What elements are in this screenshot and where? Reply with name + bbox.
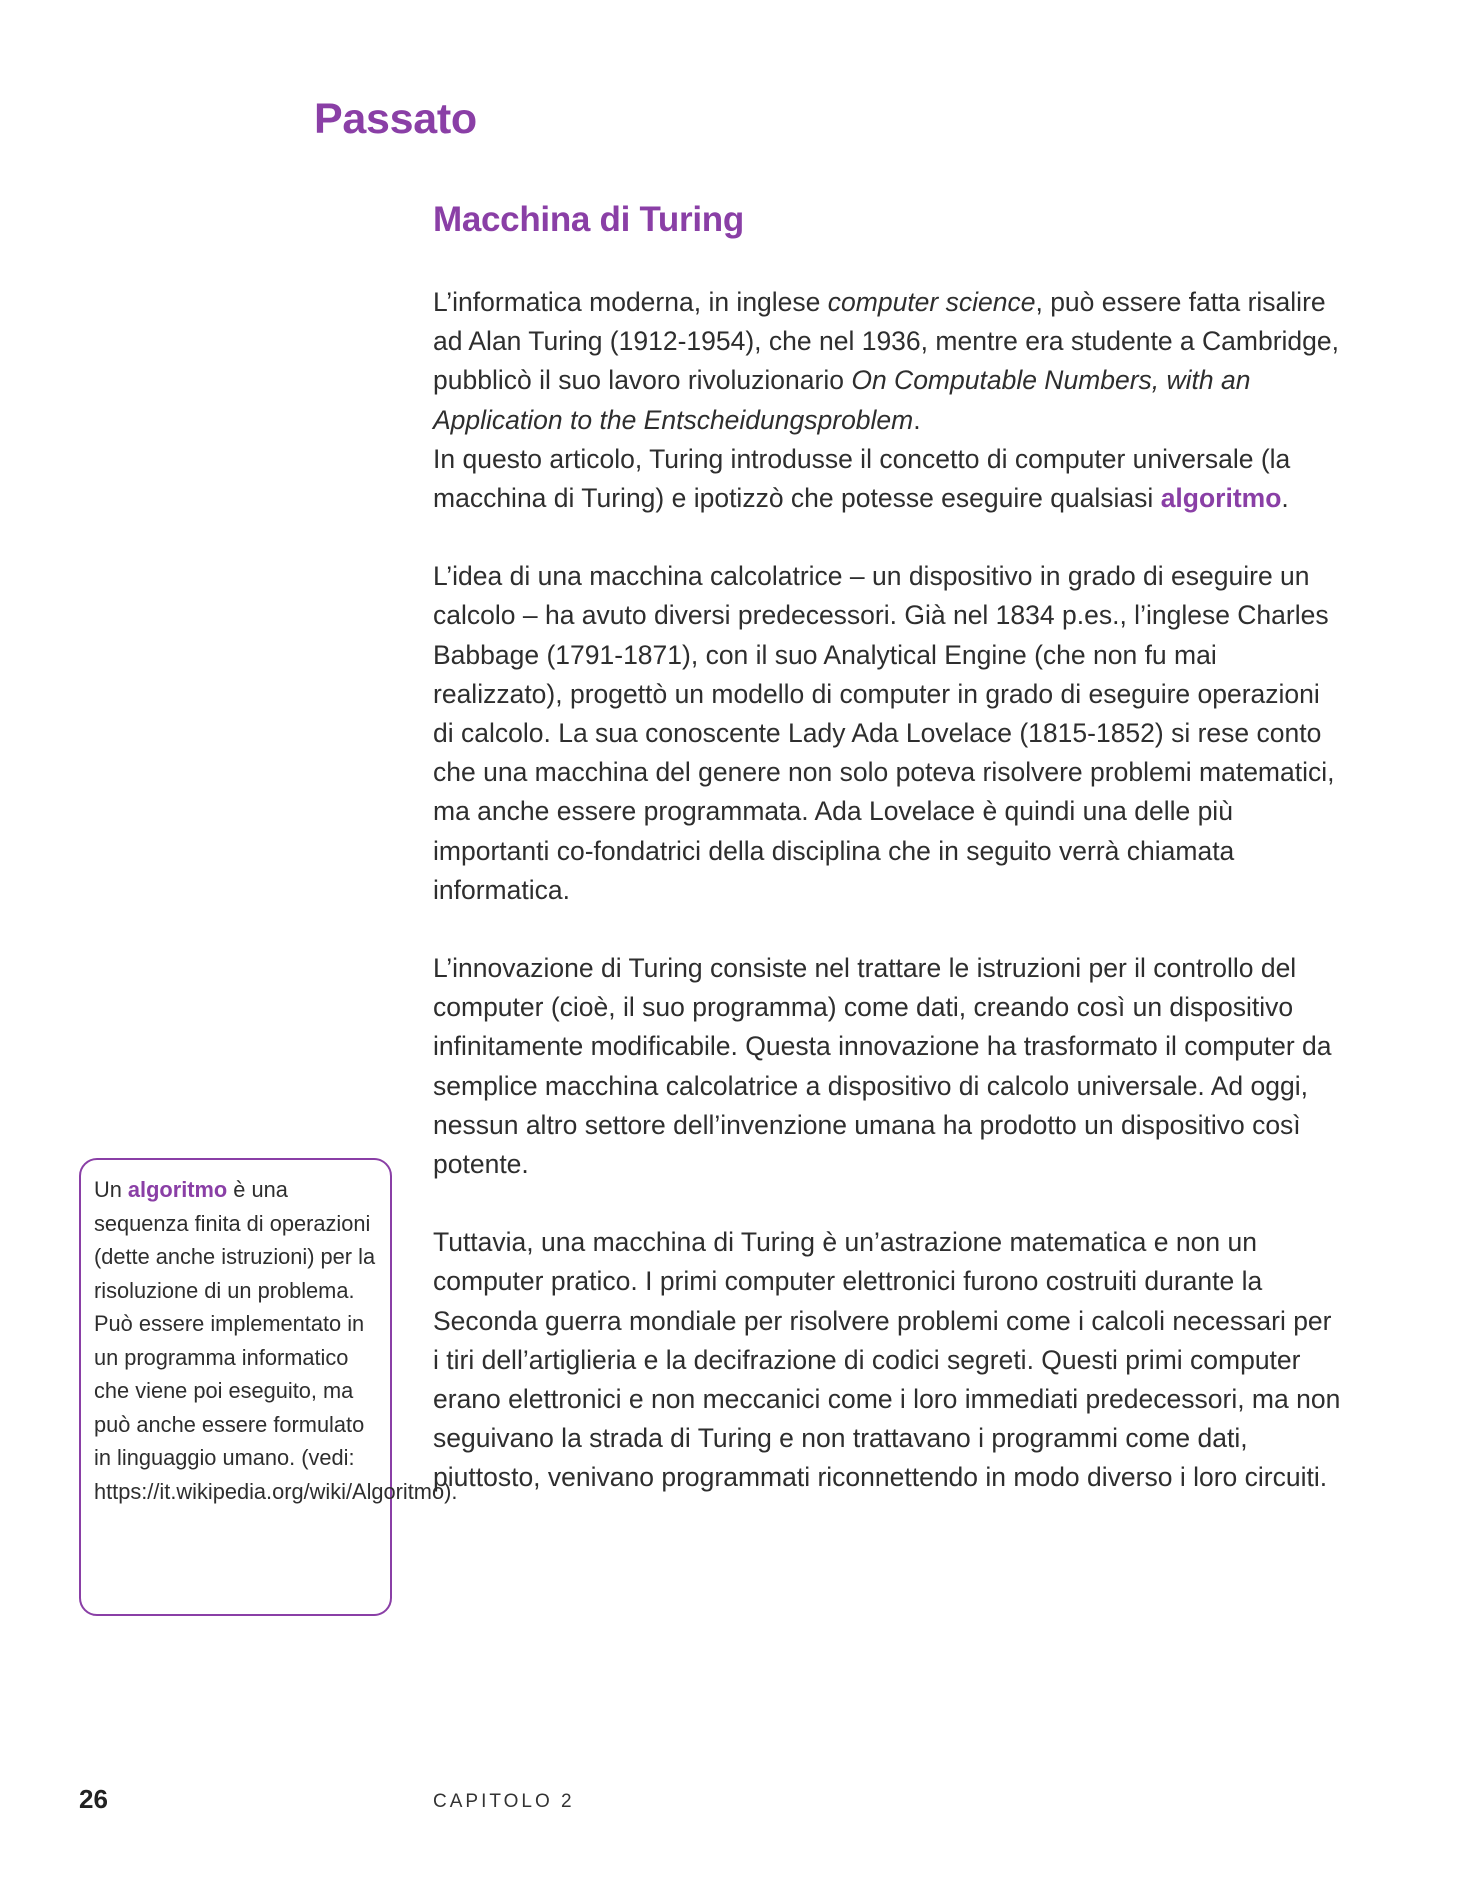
section-title: Passato — [314, 95, 477, 143]
page-number: 26 — [79, 1784, 108, 1814]
paragraph-4: Tuttavia, una macchina di Turing è un’astrazione matematica e non un computer pratico. I primi computer elettronici furono costruiti durante la Seconda guerra mondiale per risolvere problemi come i calcoli necessari per i tiri dell’artiglieria e la decifrazione di codici segreti. Questi primi computer erano elettronici e non meccanici come i loro immediati predecessori, ma non seguivano la strada di Turing e non trattavano i programmi come dati, piuttosto, venivano programmati riconnettendo in modo diverso i loro circuiti. — [433, 1227, 1341, 1493]
paragraph-1-italic-title: On Computable Numbers, with an Application to the Entscheidungsproblem — [433, 365, 1251, 435]
paragraph-1-text-e: . — [913, 404, 921, 435]
paragraph-1-italic-term: computer science — [827, 287, 1036, 317]
paragraph-1-text-h: . — [1281, 483, 1289, 514]
paragraph-1-term-algoritmo: algoritmo — [1160, 483, 1282, 514]
sidenote-text-post: è una sequenza finita di operazioni (dette anche istruzioni) per la risoluzione di un problema. Può essere implementato in un programma informatico che viene poi eseguito, ma può anche essere formulato in linguaggio umano. (vedi: https://it.wikipedia.org/wiki/Algoritmo). — [94, 1177, 458, 1504]
paragraph-1 — [433, 283, 1343, 518]
chapter-label: CAPITOLO 2 — [433, 1791, 575, 1812]
paragraph-1-text-a: L’informatica moderna, in inglese — [433, 287, 828, 317]
sidenote-term-algoritmo: algoritmo — [127, 1177, 228, 1202]
paragraph-1-text-c: , può essere fatta risalire ad Alan Turing (1912-1954), che nel 1936, mentre era studente a Cambridge, pubblicò il suo lavoro rivoluzionario — [433, 287, 1339, 396]
paragraph-3: L’innovazione di Turing consiste nel trattare le istruzioni per il controllo del computer (cioè, il suo programma) come dati, creando così un dispositivo infinitamente modificabile. Questa innovazione ha trasformato il computer da semplice macchina calcolatrice a dispositivo di calcolo universale. Ad oggi, nessun altro settore dell’invenzione umana ha prodotto un dispositivo così potente. — [433, 953, 1332, 1180]
subsection-title: Macchina di Turing — [433, 200, 744, 239]
paragraph-2: L’idea di una macchina calcolatrice – un dispositivo in grado di eseguire un calcolo – ha avuto diversi predecessori. Già nel 1834 p.es., l’inglese Charles Babbage (1791-1871), con il suo Analytical Engine (che non fu mai realizzato), progettò un modello di computer in grado di eseguire operazioni di calcolo. La sua conoscente Lady Ada Lovelace (1815-1852) si rese conto che una macchina del genere non solo poteva risolvere problemi matematici, ma anche essere programmata. Ada Lovelace è quindi una delle più importanti co-fondatrici della disciplina che in seguito verrà chiamata informatica. — [433, 561, 1335, 905]
main-text — [433, 283, 1343, 1537]
definition-sidenote — [79, 1158, 458, 1616]
paragraph-1-text-f: In questo articolo, Turing introdusse il concetto di computer universale (la macchina di Turing) e ipotizzò che potesse eseguire qualsiasi — [433, 443, 1291, 514]
sidenote-text-pre: Un — [94, 1177, 128, 1202]
